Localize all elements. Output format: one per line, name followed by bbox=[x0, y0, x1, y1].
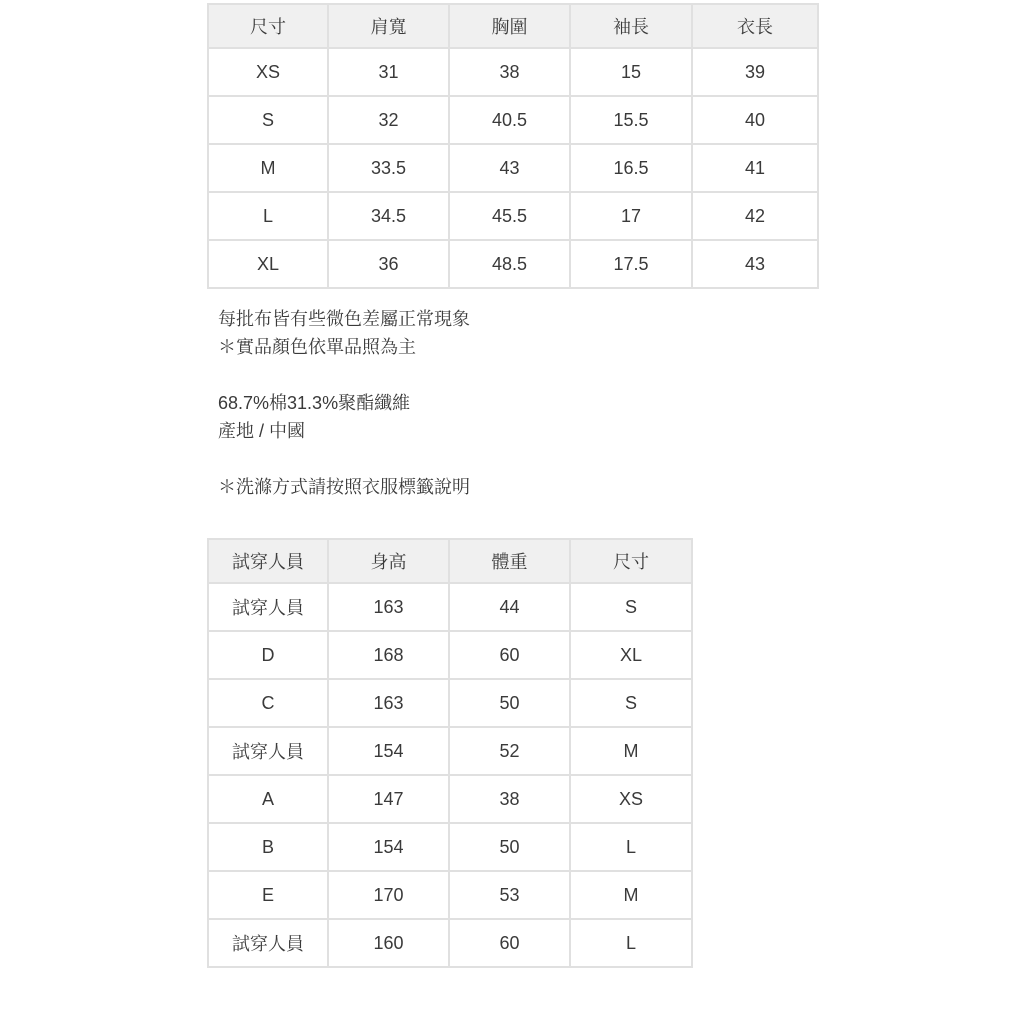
fitting-cell: 168 bbox=[329, 632, 448, 678]
material-composition-text: 68.7%棉31.3%聚酯纖維 bbox=[218, 393, 411, 413]
origin-text: 產地 / 中國 bbox=[218, 421, 306, 441]
size-chart-cell: S bbox=[209, 97, 327, 143]
fitting-cell: S bbox=[571, 584, 691, 630]
size-chart-header-shoulder: 肩寬 bbox=[329, 5, 448, 47]
fitting-header-staff: 試穿人員 bbox=[209, 540, 327, 582]
size-chart-cell: M bbox=[209, 145, 327, 191]
fitting-cell: 試穿人員 bbox=[209, 584, 327, 630]
fitting-cell: 60 bbox=[450, 632, 569, 678]
size-chart-row-xl bbox=[209, 241, 817, 287]
fitting-cell: 160 bbox=[329, 920, 448, 966]
size-chart-cell: 40.5 bbox=[450, 97, 569, 143]
size-chart-cell: 42 bbox=[693, 193, 817, 239]
fitting-cell: A bbox=[209, 776, 327, 822]
fitting-table-row bbox=[209, 920, 691, 966]
color-variation-note bbox=[218, 305, 470, 361]
fitting-table-row bbox=[209, 824, 691, 870]
fitting-cell: 154 bbox=[329, 728, 448, 774]
fitting-table-row bbox=[209, 584, 691, 630]
size-chart-cell: 32 bbox=[329, 97, 448, 143]
size-chart-cell: XL bbox=[209, 241, 327, 287]
fitting-table-header-row bbox=[209, 540, 691, 582]
fitting-cell: L bbox=[571, 824, 691, 870]
size-chart-cell: 38 bbox=[450, 49, 569, 95]
washing-note bbox=[218, 473, 470, 501]
size-chart-cell: 45.5 bbox=[450, 193, 569, 239]
size-chart-row-xs bbox=[209, 49, 817, 95]
fitting-cell: 60 bbox=[450, 920, 569, 966]
size-chart-cell: 40 bbox=[693, 97, 817, 143]
size-chart-cell: 17.5 bbox=[571, 241, 691, 287]
fitting-cell: 50 bbox=[450, 680, 569, 726]
color-variation-note-line2: ＊實品顏色依單品照為主 bbox=[218, 337, 416, 357]
size-chart-row-m bbox=[209, 145, 817, 191]
fitting-table-row bbox=[209, 728, 691, 774]
size-chart-header-sleeve: 袖長 bbox=[571, 5, 691, 47]
fitting-cell: C bbox=[209, 680, 327, 726]
size-chart-cell: 39 bbox=[693, 49, 817, 95]
material-origin-note bbox=[218, 389, 410, 445]
size-chart-cell: XS bbox=[209, 49, 327, 95]
fitting-cell: XL bbox=[571, 632, 691, 678]
fitting-cell: 38 bbox=[450, 776, 569, 822]
size-chart-cell: 48.5 bbox=[450, 241, 569, 287]
size-chart-cell: 16.5 bbox=[571, 145, 691, 191]
fitting-cell: 52 bbox=[450, 728, 569, 774]
size-chart-header-length: 衣長 bbox=[693, 5, 817, 47]
size-chart-cell: 41 bbox=[693, 145, 817, 191]
fitting-table-row bbox=[209, 776, 691, 822]
size-chart-cell: 15 bbox=[571, 49, 691, 95]
fitting-cell: 53 bbox=[450, 872, 569, 918]
size-chart-cell: 17 bbox=[571, 193, 691, 239]
size-chart-cell: 43 bbox=[693, 241, 817, 287]
fitting-cell: M bbox=[571, 872, 691, 918]
fitting-cell: 163 bbox=[329, 680, 448, 726]
fitting-cell: S bbox=[571, 680, 691, 726]
fitting-header-height: 身高 bbox=[329, 540, 448, 582]
fitting-table-row bbox=[209, 680, 691, 726]
fitting-cell: 44 bbox=[450, 584, 569, 630]
fitting-cell: M bbox=[571, 728, 691, 774]
fitting-table-row bbox=[209, 632, 691, 678]
size-chart-cell: 31 bbox=[329, 49, 448, 95]
fitting-cell: XS bbox=[571, 776, 691, 822]
fitting-cell: 試穿人員 bbox=[209, 920, 327, 966]
fitting-cell: 147 bbox=[329, 776, 448, 822]
size-chart-cell: 15.5 bbox=[571, 97, 691, 143]
size-chart-cell: 34.5 bbox=[329, 193, 448, 239]
color-variation-note-line1: 每批布皆有些微色差屬正常現象 bbox=[218, 309, 470, 329]
size-chart-cell: 43 bbox=[450, 145, 569, 191]
washing-instruction-text: ＊洗滌方式請按照衣服標籤說明 bbox=[218, 477, 470, 497]
size-chart-row-s bbox=[209, 97, 817, 143]
size-chart-table bbox=[207, 3, 819, 289]
size-chart-header-chest: 胸圍 bbox=[450, 5, 569, 47]
size-chart-cell: L bbox=[209, 193, 327, 239]
fitting-header-size: 尺寸 bbox=[571, 540, 691, 582]
fitting-cell: 163 bbox=[329, 584, 448, 630]
fitting-cell: 試穿人員 bbox=[209, 728, 327, 774]
size-chart-header-row bbox=[209, 5, 817, 47]
fitting-cell: 50 bbox=[450, 824, 569, 870]
fitting-cell: D bbox=[209, 632, 327, 678]
size-chart-cell: 36 bbox=[329, 241, 448, 287]
fitting-table-row bbox=[209, 872, 691, 918]
size-chart-row-l bbox=[209, 193, 817, 239]
fitting-cell: 154 bbox=[329, 824, 448, 870]
fitting-cell: B bbox=[209, 824, 327, 870]
size-chart-cell: 33.5 bbox=[329, 145, 448, 191]
fitting-cell: E bbox=[209, 872, 327, 918]
fitting-cell: 170 bbox=[329, 872, 448, 918]
fitting-header-weight: 體重 bbox=[450, 540, 569, 582]
fitting-cell: L bbox=[571, 920, 691, 966]
fitting-staff-table bbox=[207, 538, 693, 968]
size-chart-header-size: 尺寸 bbox=[209, 5, 327, 47]
